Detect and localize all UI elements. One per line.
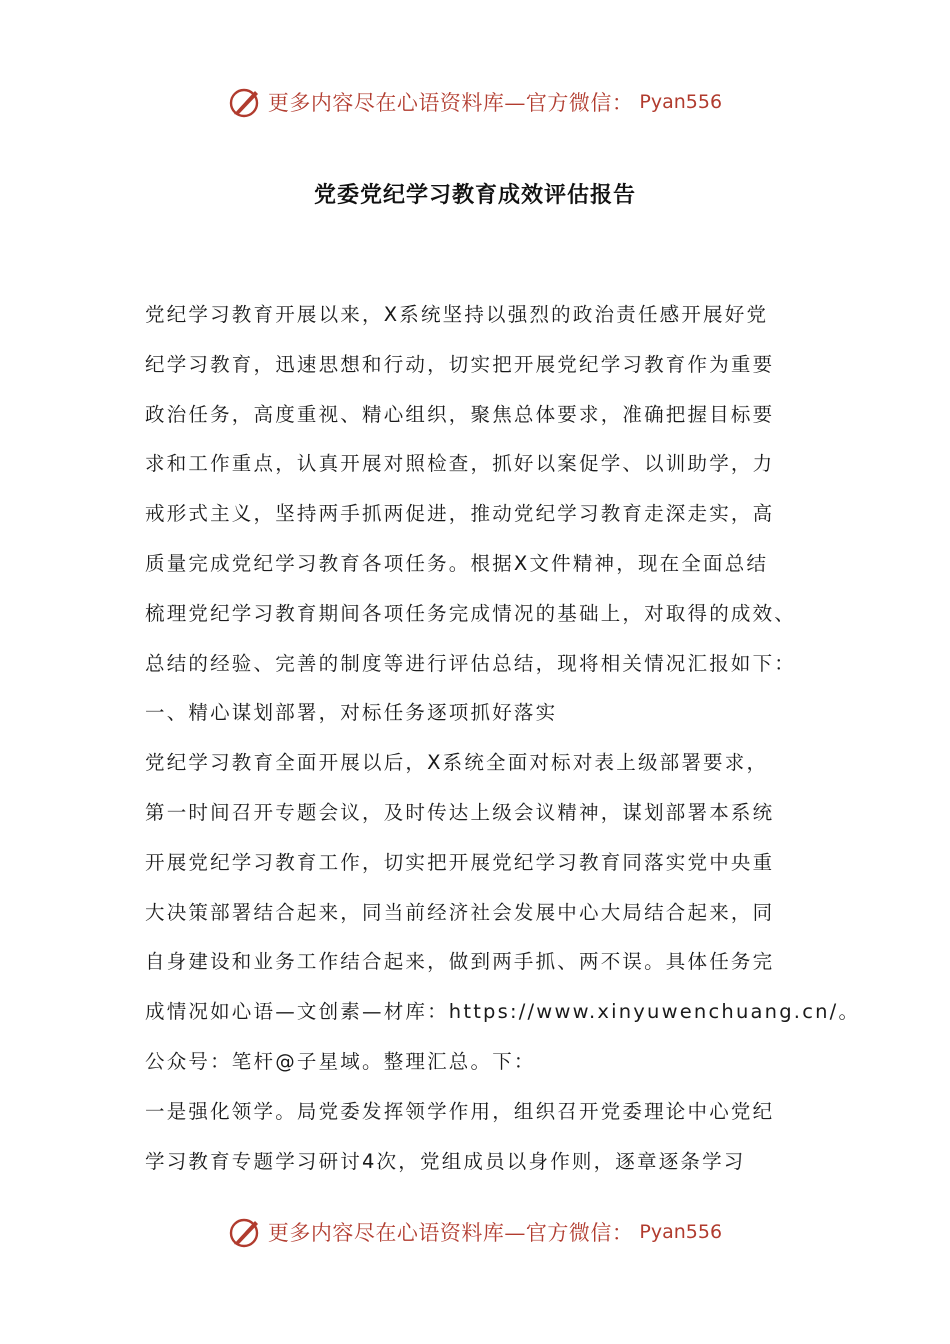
body-line: 总结的经验、完善的制度等进行评估总结，现将相关情况汇报如下： xyxy=(145,651,797,675)
body-line: 开展党纪学习教育工作，切实把开展党纪学习教育同落实党中央重 xyxy=(145,850,775,874)
watermark-header xyxy=(0,82,950,122)
body-line: 第一时间召开专题会议，及时传达上级会议精神，谋划部署本系统 xyxy=(145,800,775,824)
body-line: 一是强化领学。局党委发挥领学作用，组织召开党委理论中心党纪 xyxy=(145,1099,775,1123)
body-line: 大决策部署结合起来，同当前经济社会发展中心大局结合起来，同 xyxy=(145,900,775,924)
body-line: 戒形式主义，坚持两手抓两促进，推动党纪学习教育走深走实，高 xyxy=(145,502,775,526)
watermark-wechat-id: Pyan556 xyxy=(639,1221,723,1243)
watermark-text: 更多内容尽在心语资料库—官方微信： xyxy=(267,91,634,115)
body-line: 公众号：笔杆@子星域。整理汇总。下： xyxy=(145,1049,536,1073)
document-body xyxy=(145,290,861,1186)
watermark-wechat-id: Pyan556 xyxy=(639,91,723,113)
body-line: 学习教育专题学习研讨4次，党组成员以身作则，逐章逐条学习 xyxy=(145,1149,746,1173)
body-line: 质量完成党纪学习教育各项任务。根据X文件精神，现在全面总结 xyxy=(145,551,769,575)
body-line: 政治任务，高度重视、精心组织，聚焦总体要求，准确把握目标要 xyxy=(145,402,775,426)
watermark-text: 更多内容尽在心语资料库—官方微信： xyxy=(267,1221,634,1245)
body-line: 求和工作重点，认真开展对照检查，抓好以案促学、以训助学，力 xyxy=(145,452,775,476)
body-line: 成情况如心语—文创素—材库：https://www.xinyuwenchuang.cn/。 xyxy=(145,1000,861,1024)
body-line: 党纪学习教育开展以来，X系统坚持以强烈的政治责任感开展好党 xyxy=(145,303,769,326)
body-line: 党纪学习教育全面开展以后，X系统全面对标对表上级部署要求， xyxy=(145,751,769,775)
section-heading: 一、精心谋划部署，对标任务逐项抓好落实 xyxy=(145,701,558,725)
quill-pen-circle-icon xyxy=(228,85,262,119)
watermark-footer xyxy=(0,1212,950,1252)
body-line: 梳理党纪学习教育期间各项任务完成情况的基础上，对取得的成效、 xyxy=(145,601,797,625)
quill-pen-circle-icon xyxy=(228,1215,262,1249)
body-line: 自身建设和业务工作结合起来，做到两手抓、两不误。具体任务完 xyxy=(145,950,775,974)
document-title: 党委党纪学习教育成效评估报告 xyxy=(313,182,636,208)
body-line: 纪学习教育，迅速思想和行动，切实把开展党纪学习教育作为重要 xyxy=(145,352,775,376)
